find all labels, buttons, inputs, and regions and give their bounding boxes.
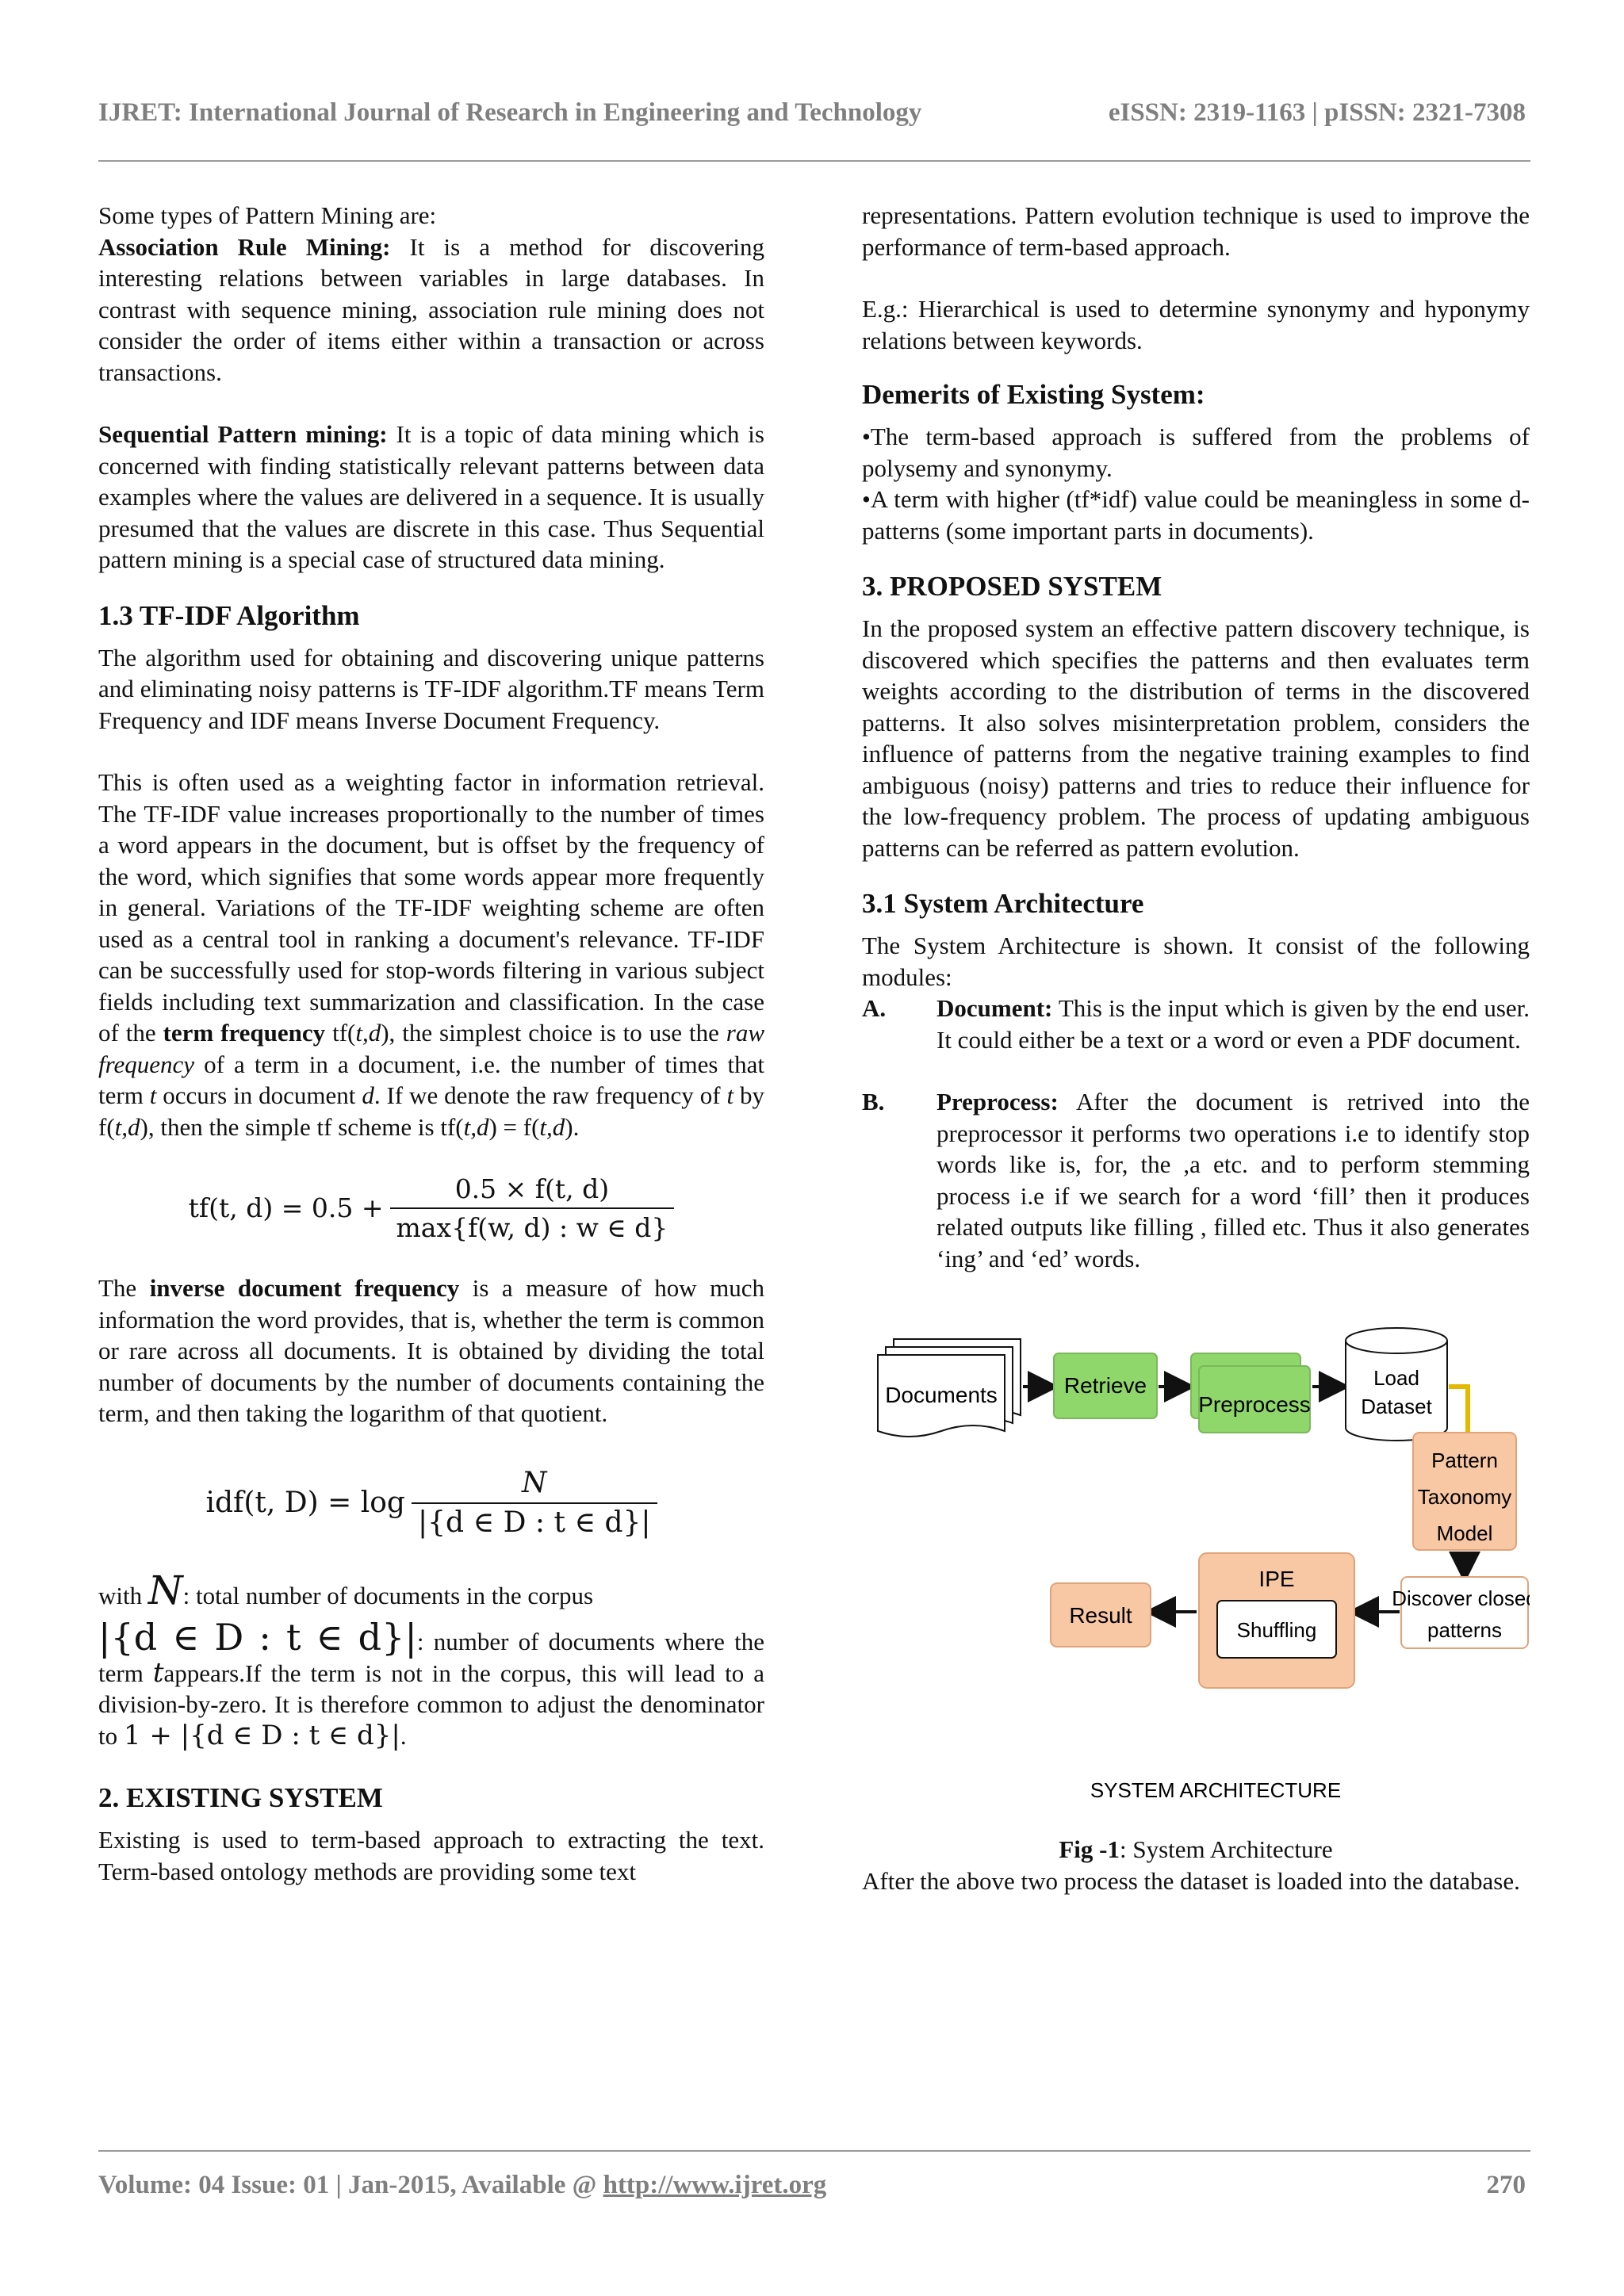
list-label-a: A.: [862, 994, 887, 1022]
idf-formula: [98, 1452, 764, 1555]
tfidf-paragraph-2: [98, 767, 764, 1142]
with-text: with: [98, 1581, 148, 1609]
footer-volume-text: Volume: 04 Issue: 01 | Jan-2015, Available @: [98, 2171, 603, 2199]
shuffling-label: Shuffling: [1236, 1618, 1317, 1642]
set-description: [98, 1616, 764, 1751]
idf-formula-numerator: N: [521, 1467, 547, 1499]
tfidf-text-e: occurs in document: [156, 1081, 362, 1109]
ptm-label-1: Pattern: [1431, 1448, 1498, 1472]
architecture-heading: 3.1 System Architecture: [862, 888, 1144, 919]
result-node: [1051, 1583, 1151, 1647]
example-text: E.g.: Hierarchical is used to determine synonymy and hyponymy relations between keywords.: [862, 295, 1530, 354]
N-symbol: N: [147, 1567, 183, 1613]
list-text-b: [936, 1086, 1530, 1274]
set-end: .: [400, 1721, 407, 1750]
discover-label-2: patterns: [1427, 1618, 1502, 1642]
association-rule-paragraph: [98, 232, 764, 388]
retrieve-label: Retrieve: [1063, 1373, 1147, 1398]
document-desc: This is the input which is given by the end user. It could either be a text or a word or even a PDF document.: [936, 994, 1530, 1054]
association-rule-title: Association Rule Mining:: [98, 232, 391, 261]
retrieve-node: [1054, 1353, 1157, 1418]
set-desc-text: : number of documents where the term: [98, 1628, 764, 1687]
association-rule-text: It is a method for discovering interesting relations between variables in large databases. In contrast with sequence mining, association rule mining does not consider the order of items either within a transaction or across transactions.: [98, 232, 764, 386]
result-label: Result: [1069, 1603, 1132, 1628]
proposed-system-text: In the proposed system an effective pattern discovery technique, is discovered which specifies the patterns and then evaluates term weights according to the distribution of terms in the discovered patterns. It also solves misinterpretation problem, considers the influence of patterns from the negative training examples to find ambiguous (noisy) patterns and tries to reduce their influence for the low-frequency problem. The process of updating ambiguous patterns can be referred as pattern evolution.: [862, 614, 1530, 862]
load-label-1: Load: [1373, 1366, 1419, 1390]
var-td-1: t,d: [355, 1019, 381, 1047]
pattern-mining-intro: Some types of Pattern Mining are:: [98, 201, 437, 229]
tfidf-paragraph-1: The algorithm used for obtaining and discovering unique patterns and eliminating noisy patterns is TF-IDF algorithm.TF means Term Frequency and IDF means Inverse Document Frequency.: [98, 643, 764, 734]
tfidf-text-c: ), the simplest choice is to use the: [381, 1019, 726, 1047]
var-td-4: t,d: [539, 1112, 565, 1141]
header-rule: [98, 160, 1530, 162]
list-item-document: [862, 993, 1530, 1055]
tfidf-heading: 1.3 TF-IDF Algorithm: [98, 599, 360, 631]
idf-formula-denominator: |{d ∈ D : t ∈ d}|: [412, 1502, 657, 1539]
var-t-2: t: [726, 1081, 734, 1109]
continued-text: representations. Pattern evolution technique is used to improve the performance of term-based approach.: [862, 201, 1530, 261]
tfidf-text-g: by f(: [98, 1081, 764, 1141]
ptm-label-2: Taxonomy: [1417, 1485, 1512, 1509]
footer-rule: [98, 2150, 1530, 2152]
idf-text-b: is a measure of how much information the word provides, that is, whether the term is common or rare across all documents. It is obtained by dividing the total number of documents by the number of documents containing the term, and then taking the logarithm of that quotient.: [98, 1274, 765, 1427]
with-desc: : total number of documents in the corpus: [182, 1581, 594, 1609]
issn-text: eISSN: 2319-1163 | pISSN: 2321-7308: [1108, 98, 1526, 127]
tf-formula-fraction: [390, 1173, 675, 1244]
preprocess-desc: After the document is retrived into the preprocessor it performs two operations i.e to identify stop words like is, for, the ,a etc. and to perform stemming process i.e if we search for a word ‘fill’ then it produces related outputs like filling , filled etc. Thus it also generates ‘ing’ and ‘ed’ words.: [936, 1088, 1530, 1272]
documents-node: [878, 1339, 1021, 1437]
tfidf-text-a: This is often used as a weighting factor in information retrieval. The TF-IDF value increases proportionally to the number of times a word appears in the document, but is offset by the frequency of the word, which signifies that some words appear more frequently in general. Variations of the TF-IDF weighting scheme are often used as a central tool in ranking a document's relevance. TF-IDF can be successfully used for stop-words filtering in various subject fields including text summarization and classification. In the case of the: [98, 768, 764, 1047]
preprocess-label: Preprocess: [1198, 1392, 1311, 1417]
figure-caption: [862, 1834, 1530, 1866]
documents-label: Documents: [885, 1383, 998, 1407]
existing-system-heading: 2. EXISTING SYSTEM: [98, 1782, 383, 1813]
document-title: Document:: [936, 994, 1053, 1022]
pattern-taxonomy-node: [1413, 1433, 1516, 1550]
list-label-b: B.: [862, 1088, 885, 1115]
ipe-label: IPE: [1258, 1567, 1295, 1591]
idf-bold: inverse document frequency: [149, 1274, 460, 1302]
tfidf-text-f: . If we denote the raw frequency of: [373, 1081, 727, 1109]
tfidf-text-j: ).: [565, 1112, 580, 1141]
tf-formula-lhs: tf(t, d) = 0.5 +: [188, 1192, 384, 1224]
proposed-system-heading: 3. PROPOSED SYSTEM: [862, 571, 1162, 602]
load-dataset-node: [1346, 1328, 1447, 1441]
set-t-symbol: t: [152, 1656, 164, 1689]
ptm-label-3: Model: [1436, 1521, 1493, 1545]
ipe-node: [1199, 1553, 1354, 1688]
right-column: [862, 200, 1530, 1896]
architecture-figure: [862, 1322, 1530, 1829]
footer-volume: [98, 2171, 826, 2200]
with-N-line: [98, 1567, 764, 1613]
set-desc-text-2: appears.If the term is not in the corpus, this will lead to a division-by-zero. It is therefore common to adjust the denominator to: [98, 1659, 764, 1750]
sequential-pattern-text: It is a topic of data mining which is concerned with finding statistically relevant patterns between data examples where the values are delivered in a sequence. It is usually presumed that the values are discrete in this case. Thus Sequential pattern mining is a special case of structured data mining.: [98, 420, 764, 573]
tfidf-text-d: of a term in a document, i.e. the number of times that term: [98, 1050, 764, 1109]
left-column: [98, 200, 764, 1887]
architecture-diagram: [862, 1322, 1530, 1829]
tfidf-text-h: ), then the simple tf scheme is tf(: [140, 1112, 464, 1141]
idf-formula-fraction: [412, 1468, 657, 1538]
idf-text-a: The: [98, 1274, 150, 1302]
sequential-pattern-title: Sequential Pattern mining:: [98, 420, 388, 448]
tfidf-text-b: tf(: [325, 1019, 356, 1047]
var-t-1: t: [149, 1081, 157, 1109]
var-d-1: d: [362, 1081, 374, 1109]
list-text-a: [936, 993, 1530, 1055]
var-td-3: t,d: [463, 1112, 489, 1141]
idf-formula-lhs: idf(t, D) = log: [205, 1486, 405, 1519]
term-frequency-bold: term frequency: [163, 1019, 326, 1047]
dataset-connector: [1449, 1387, 1468, 1433]
set-expression: |{d ∈ D : t ∈ d}|: [98, 1616, 417, 1659]
list-item-preprocess: [862, 1086, 1530, 1274]
tf-formula-numerator: 0.5 × f(t, d): [454, 1173, 610, 1204]
diagram-caption: SYSTEM ARCHITECTURE: [1090, 1778, 1342, 1802]
figure-label: Fig -1: [1059, 1835, 1120, 1863]
tfidf-text-i: ) = f(: [488, 1112, 540, 1141]
discover-label-1: Discover closed: [1392, 1586, 1530, 1610]
set-adjust-expression: 1 + |{d ∈ D : t ∈ d}|: [123, 1719, 400, 1751]
load-label-2: Dataset: [1361, 1395, 1432, 1418]
sequential-pattern-paragraph: [98, 419, 764, 576]
raw-frequency-italic: raw frequency: [98, 1019, 764, 1078]
tf-formula: [98, 1165, 764, 1252]
architecture-intro: The System Architecture is shown. It consist of the following modules:: [862, 932, 1530, 991]
tf-formula-denominator: max{f(w, d) : w ∈ d}: [390, 1207, 675, 1244]
footer-link[interactable]: http://www.ijret.org: [603, 2171, 827, 2199]
demerit-1: •The term-based approach is suffered from the problems of polysemy and synonymy.: [862, 423, 1530, 482]
figure-title: : System Architecture: [1120, 1835, 1333, 1863]
demerits-heading: Demerits of Existing System:: [862, 379, 1205, 410]
idf-paragraph: [98, 1272, 764, 1429]
preprocess-node: [1191, 1353, 1311, 1433]
discover-node: [1392, 1577, 1530, 1648]
journal-title: IJRET: International Journal of Research in Engineering and Technology: [98, 98, 922, 127]
demerit-2: •A term with higher (tf*idf) value could be meaningless in some d-patterns (some important parts in documents).: [862, 485, 1530, 545]
existing-system-text: Existing is used to term-based approach to extracting the text. Term-based ontology methods are providing some text: [98, 1826, 764, 1885]
preprocess-title: Preprocess:: [936, 1088, 1059, 1115]
after-figure-text: After the above two process the dataset is loaded into the database.: [862, 1866, 1520, 1895]
var-td-2: t,d: [114, 1112, 140, 1141]
page-number: 270: [1486, 2171, 1526, 2199]
